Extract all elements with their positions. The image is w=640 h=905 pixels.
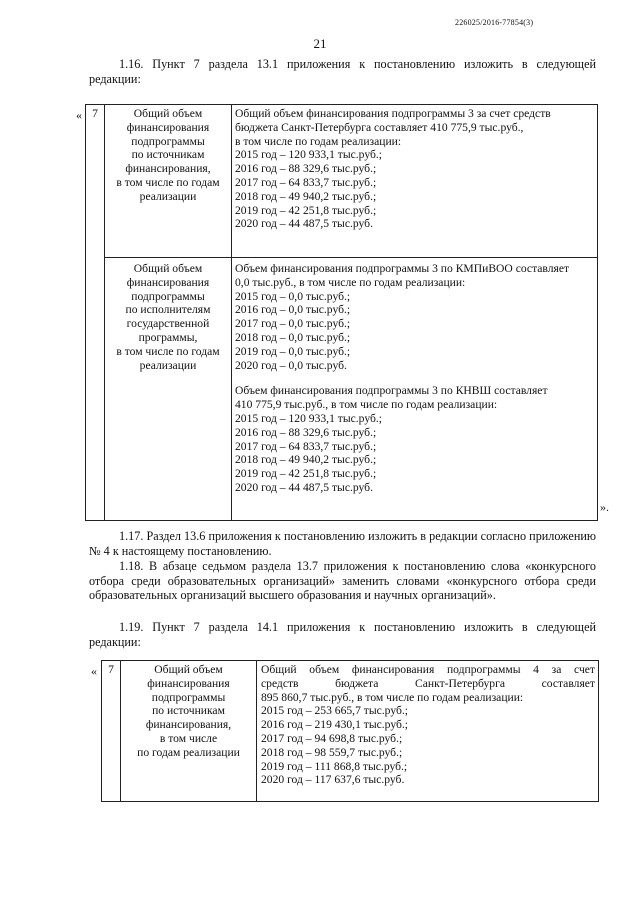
text-line: в том числе по годам	[116, 175, 220, 189]
row-number: 7	[102, 661, 121, 802]
text-line: Объем финансирования подпрограммы 3 по КНВШ составляет	[235, 384, 548, 398]
text-line: 2016 год – 219 430,1 тыс.руб.;	[261, 718, 408, 732]
row-number: 7	[86, 105, 105, 521]
value-lines-kmpivoo	[235, 262, 594, 372]
paragraph-1-17: 1.17. Раздел 13.6 приложения к постановлению изложить в редакции согласно приложению № 4 к настоящему постановлению.	[89, 529, 596, 558]
text-line: государственной	[126, 317, 210, 331]
text-line: финансирования	[126, 275, 210, 289]
text-line: 895 860,7 тыс.руб., в том числе по годам реализации:	[261, 690, 524, 704]
text-line: Общий объем финансирования подпрограммы 3 за счет средств	[235, 107, 551, 120]
text-line: 2015 год – 120 933,1 тыс.руб.;	[235, 411, 382, 425]
text-line: программы,	[138, 330, 198, 344]
text-line: 2017 год – 64 833,7 тыс.руб.;	[235, 175, 377, 189]
table-row	[86, 105, 598, 258]
text-line: средств бюджета Санкт-Петербурга составляет	[261, 676, 595, 690]
text-line: 2016 год – 88 329,6 тыс.руб.;	[235, 162, 377, 176]
text-line: 2016 год – 88 329,6 тыс.руб.;	[235, 425, 377, 439]
value-lines	[235, 107, 594, 231]
text-line: 2019 год – 42 251,8 тыс.руб.;	[235, 203, 377, 217]
table-row	[86, 258, 598, 521]
text-line: 2015 год – 120 933,1 тыс.руб.;	[235, 148, 382, 162]
text-line: Общий объем	[133, 107, 203, 120]
open-quote: «	[76, 108, 82, 122]
value-lines-justified	[261, 663, 595, 691]
text-line: по источникам	[152, 704, 225, 718]
paragraph-1-16-line2: редакции:	[89, 71, 141, 86]
text-line: 2019 год – 0,0 тыс.руб.;	[235, 344, 351, 358]
text-line: по годам реализации	[137, 745, 240, 759]
text-line: по источникам	[131, 148, 205, 162]
paragraph-1-19-line1: 1.19. Пункт 7 раздела 14.1 приложения к постановлению изложить в следующей	[119, 620, 596, 634]
table-14-1	[101, 660, 599, 802]
text-line: по исполнителям	[125, 303, 211, 317]
text-line: 2018 год – 49 940,2 тыс.руб.;	[235, 189, 377, 203]
text-line: 2017 год – 64 833,7 тыс.руб.;	[235, 439, 377, 453]
text-line: 2015 год – 253 665,7 тыс.руб.;	[261, 704, 408, 718]
text-line: финансирования,	[125, 162, 211, 176]
paragraph-1-19	[89, 620, 596, 649]
text-line: реализации	[139, 189, 197, 203]
text-line: 2019 год – 42 251,8 тыс.руб.;	[235, 467, 377, 481]
text-line: 2020 год – 44 487,5 тыс.руб.	[235, 480, 373, 494]
text-line: 2017 год – 0,0 тыс.руб.;	[235, 317, 351, 331]
paragraph-1-18: 1.18. В абзаце седьмом раздела 13.7 приложения к постановлению слова «конкурсного отбора среди образовательных организаций» заменить словами «конкурсного отбора среди образовательных организаций высшего образования и научных организаций».	[89, 559, 596, 602]
text-line: 2018 год – 0,0 тыс.руб.;	[235, 330, 351, 344]
label-lines	[124, 663, 253, 760]
text-line: Общий объем финансирования подпрограммы 4 за счет	[261, 663, 595, 676]
text-line: бюджета Санкт-Петербурга составляет 410 775,9 тыс.руб.,	[235, 120, 524, 134]
text-line: 410 775,9 тыс.руб., в том числе по годам реализации:	[235, 398, 498, 412]
text-line: 2017 год – 94 698,8 тыс.руб.;	[261, 731, 403, 745]
row1-label	[105, 105, 232, 258]
label-lines	[108, 107, 228, 204]
text-line: 2016 год – 0,0 тыс.руб.;	[235, 303, 351, 317]
text-line: 2018 год – 49 940,2 тыс.руб.;	[235, 453, 377, 467]
text-line: финансирования	[147, 676, 230, 690]
value-lines	[261, 691, 595, 788]
paragraph-1-16	[89, 57, 596, 86]
table-13-1	[85, 104, 598, 521]
text-line: в том числе по годам	[116, 344, 220, 358]
text-line: финансирования,	[145, 718, 232, 732]
row2-label	[105, 258, 232, 521]
text-line: 2020 год – 0,0 тыс.руб.	[235, 358, 347, 372]
text-line: подпрограммы	[131, 134, 205, 148]
paragraph-1-19-line2: редакции:	[89, 634, 141, 649]
text-line: 2020 год – 44 487,5 тыс.руб.	[235, 217, 373, 231]
close-quote: ».	[600, 500, 609, 514]
text-line: 2019 год – 111 868,8 тыс.руб.;	[261, 759, 408, 773]
document-number: 226025/2016-77854(3)	[455, 18, 534, 27]
value-lines-knvsh	[235, 384, 594, 494]
text-line: 0,0 тыс.руб., в том числе по годам реализации:	[235, 275, 466, 289]
text-line: подпрограммы	[151, 690, 226, 704]
text-line: 2018 год – 98 559,7 тыс.руб.;	[261, 745, 403, 759]
label-lines	[108, 262, 228, 372]
text-line: реализации	[139, 358, 197, 372]
row2-value	[232, 258, 598, 521]
text-line: Общий объем	[154, 663, 223, 676]
text-line: подпрограммы	[131, 289, 205, 303]
row-value	[257, 661, 599, 802]
page-number: 21	[313, 36, 327, 51]
text-line: 2020 год – 117 637,6 тыс.руб.	[261, 773, 405, 787]
text-line: Общий объем	[133, 262, 203, 275]
paragraph-1-16-line1: 1.16. Пункт 7 раздела 13.1 приложения к постановлению изложить в следующей	[119, 57, 596, 71]
text-line: 2015 год – 0,0 тыс.руб.;	[235, 289, 351, 303]
text-line: в том числе	[159, 731, 218, 745]
table-row	[102, 661, 599, 802]
text-line: Объем финансирования подпрограммы 3 по КМПиВОО составляет	[235, 262, 570, 275]
text-line: финансирования	[126, 120, 210, 134]
row1-value	[232, 105, 598, 258]
text-line: в том числе по годам реализации:	[235, 134, 402, 148]
row-label	[121, 661, 257, 802]
open-quote: «	[91, 664, 97, 678]
